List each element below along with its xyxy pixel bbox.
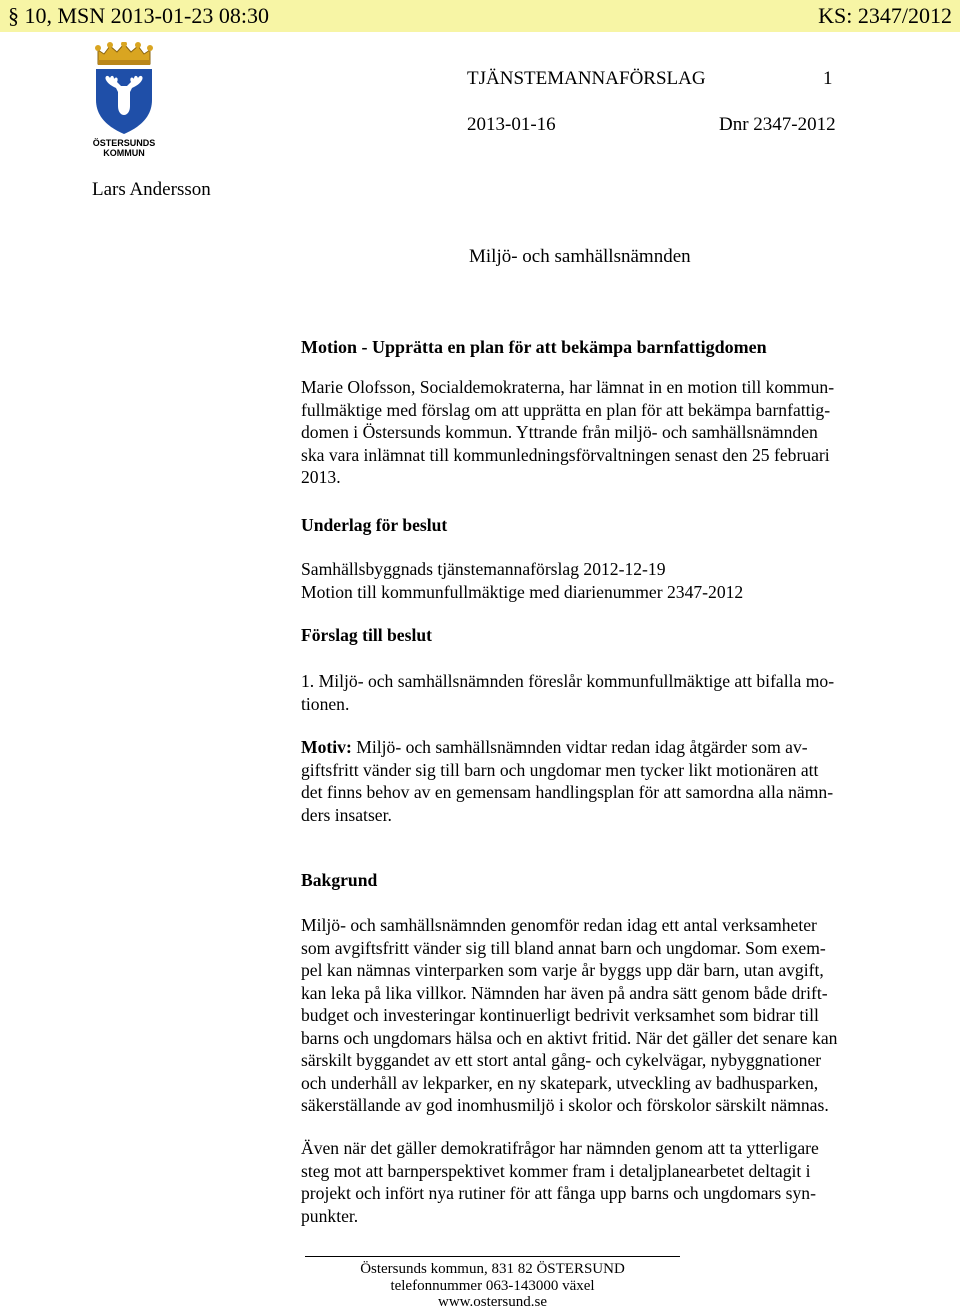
forslag-heading: Förslag till beslut xyxy=(301,625,432,645)
text-line: tionen. xyxy=(301,693,350,714)
page-number: 1 xyxy=(823,68,833,89)
text-line: domen i Östersunds kommun. Yttrande från miljö- och samhällsnämnden xyxy=(301,422,818,442)
svg-text:ÖSTERSUNDS: ÖSTERSUNDS xyxy=(92,138,156,148)
document-date: 2013-01-16 xyxy=(467,114,556,135)
text-line: som avgiftsfritt vänder sig till bland annat barn och ungdomar. Som exem- xyxy=(301,937,826,958)
text-line: pel kan nämnas vinterparken som varje år byggs upp där barn, utan avgift, xyxy=(301,960,824,980)
text-line: ska vara inlämnat till kommunledningsförvaltningen senast den 25 februari xyxy=(301,444,830,465)
text-line: Även när det gäller demokratifrågor har nämnden genom att ta ytterligare xyxy=(301,1138,819,1158)
bakgrund-paragraph-2 xyxy=(301,1137,901,1227)
text-line: kan leka på lika villkor. Nämnden har även på andra sätt genom både drift- xyxy=(301,982,828,1003)
document-title: Motion - Upprätta en plan för att bekämpa barnfattigdomen xyxy=(301,337,767,357)
text-line: 2013. xyxy=(301,467,341,487)
text-line: Samhällsbyggnads tjänstemannaförslag 2012-12-19 xyxy=(301,559,666,579)
text-line: projekt och infört nya rutiner för att fånga upp barns och ungdomars syn- xyxy=(301,1183,816,1203)
text-line: Miljö- och samhällsnämnden genomför redan idag ett antal verksamheter xyxy=(301,915,817,935)
document-type: TJÄNSTEMANNAFÖRSLAG xyxy=(467,68,706,89)
motiv-label: Motiv: xyxy=(301,737,352,757)
text-line: budget och investeringar kontinuerligt bedrivit verksamhet som bidrar till xyxy=(301,1005,819,1025)
motiv-first-line: Miljö- och samhällsnämnden vidtar redan idag åtgärder som av- xyxy=(351,737,808,757)
bakgrund-heading: Bakgrund xyxy=(301,870,378,890)
intro-paragraph xyxy=(301,376,901,489)
text-line: Marie Olofsson, Socialdemokraterna, har lämnat in en motion till kommun- xyxy=(301,377,835,397)
text-line: Motion till kommunfullmäktige med diarienummer 2347-2012 xyxy=(301,581,744,602)
case-reference: § 10, MSN 2013-01-23 08:30 xyxy=(8,3,269,28)
text-line: steg mot att barnperspektivet kommer fram i detaljplanearbetet deltagit i xyxy=(301,1160,811,1181)
author-name: Lars Andersson xyxy=(92,179,211,200)
underlag-heading: Underlag för beslut xyxy=(301,515,448,535)
case-banner xyxy=(0,0,960,32)
underlag-list xyxy=(301,558,901,603)
svg-text:KOMMUN: KOMMUN xyxy=(103,148,145,158)
motiv-paragraph xyxy=(301,736,901,826)
text-line: säkerställande av god inomhusmiljö i skolor och förskolor särskilt nämnas. xyxy=(301,1095,829,1115)
recipient: Miljö- och samhällsnämnden xyxy=(469,246,691,267)
footer-address: Östersunds kommun, 831 82 ÖSTERSUND xyxy=(360,1261,625,1277)
text-line: och underhåll av lekparker, en ny skatepark, utveckling av badhusparken, xyxy=(301,1072,819,1093)
bakgrund-paragraph-1 xyxy=(301,914,901,1117)
text-line: det finns behov av en gemensam handlingsplan för att samordna alla nämn- xyxy=(301,782,834,802)
coat-of-arms-icon xyxy=(92,42,156,160)
text-line: fullmäktige med förslag om att upprätta en plan för att bekämpa barnfattig- xyxy=(301,399,831,420)
text-line xyxy=(301,736,901,759)
forslag-list xyxy=(301,670,901,715)
footer-divider xyxy=(305,1256,680,1257)
text-line: giftsfritt vänder sig till barn och ungdomar men tycker likt motionären att xyxy=(301,759,819,780)
text-line: punkter. xyxy=(301,1205,359,1226)
diary-number: Dnr 2347-2012 xyxy=(719,114,836,135)
ks-reference: KS: 2347/2012 xyxy=(818,3,952,28)
footer-website: www.ostersund.se xyxy=(437,1294,547,1310)
text-line: särskilt byggandet av ett stort antal gång- och cykelvägar, nybyggnationer xyxy=(301,1050,822,1070)
page-footer xyxy=(300,1261,685,1311)
text-line: barns och ungdomars hälsa och en aktivt fritid. När det gäller det senare kan xyxy=(301,1027,838,1048)
text-line: 1. Miljö- och samhällsnämnden föreslår kommunfullmäktige att bifalla mo- xyxy=(301,671,835,691)
municipality-logo xyxy=(92,42,156,160)
text-line: ders insatser. xyxy=(301,804,392,825)
footer-phone: telefonnummer 063-143000 växel xyxy=(390,1277,595,1294)
